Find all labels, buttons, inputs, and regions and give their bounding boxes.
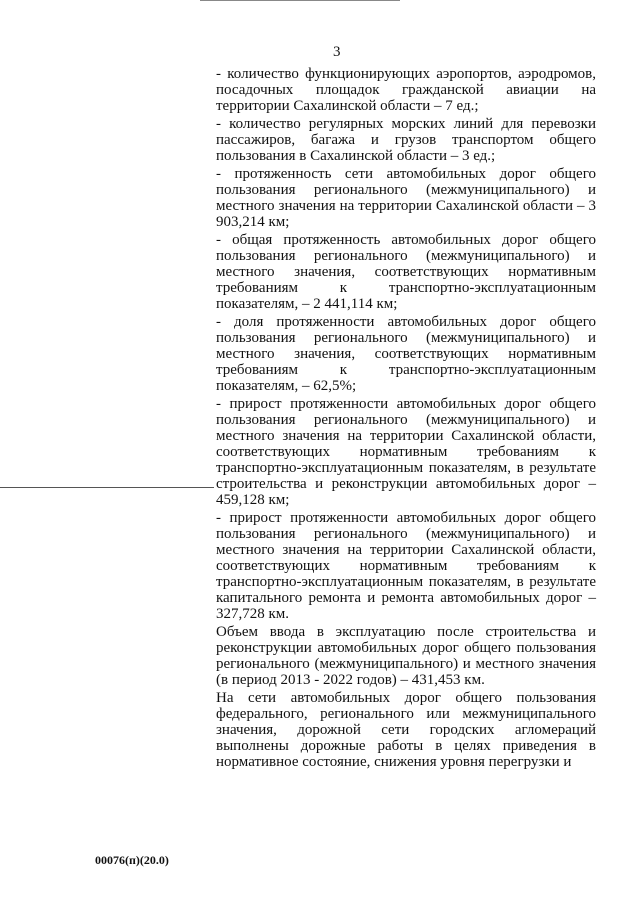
- document-body: [216, 66, 596, 772]
- document-footer-code: 00076(п)(20.0): [95, 853, 169, 867]
- paragraph-airports: - количество функционирующих аэропортов, аэродромов, посадочных площадок гражданской авиации на территории Сахалинской области – 7 ед.;: [216, 66, 596, 114]
- paragraph-compliant-road-length: - общая протяженность автомобильных дорог общего пользования регионального (межмуниципального) и местного значения, соответствующих нормативным требованиям к транспортно-эксплуатационным показателям, – 2 441,114 км;: [216, 232, 596, 312]
- page-number: 3: [333, 44, 341, 60]
- paragraph-sea-lines: - количество регулярных морских линий для перевозки пассажиров, багажа и грузов транспортом общего пользования в Сахалинской области – 3 ед.;: [216, 116, 596, 164]
- paragraph-commissioning-volume: Объем ввода в эксплуатацию после строительства и реконструкции автомобильных дорог общего пользования регионального (межмуниципального) и местного значения (в период 2013 - 2022 годов) – 431,453 км.: [216, 624, 596, 688]
- paragraph-compliant-road-share: - доля протяженности автомобильных дорог общего пользования регионального (межмуниципального) и местного значения, соответствующих нормативным требованиям к транспортно-эксплуатационным показателям, – 62,5%;: [216, 314, 596, 394]
- scan-top-rule: [200, 0, 400, 1]
- scan-margin-rule: [0, 487, 214, 488]
- paragraph-road-network-length: - протяженность сети автомобильных дорог общего пользования регионального (межмуниципального) и местного значения на территории Сахалинской области – 3 903,214 км;: [216, 166, 596, 230]
- paragraph-growth-construction: - прирост протяженности автомобильных дорог общего пользования регионального (межмуниципального) и местного значения на территории Сахалинской области, соответствующих нормативным требованиям к транспортно-эксплуатационным показателям, в результате строительства и реконструкции автомобильных дорог – 459,128 км;: [216, 396, 596, 508]
- paragraph-growth-repair: - прирост протяженности автомобильных дорог общего пользования регионального (межмуниципального) и местного значения на территории Сахалинской области, соответствующих нормативным требованиям к транспортно-эксплуатационным показателям, в результате капитального ремонта и ремонта автомобильных дорог – 327,728 км.: [216, 510, 596, 622]
- paragraph-road-works: На сети автомобильных дорог общего пользования федерального, регионального или межмуниципального значения, дорожной сети городских агломераций выполнены дорожные работы в целях приведения в нормативное состояние, снижения уровня перегрузки и: [216, 690, 596, 770]
